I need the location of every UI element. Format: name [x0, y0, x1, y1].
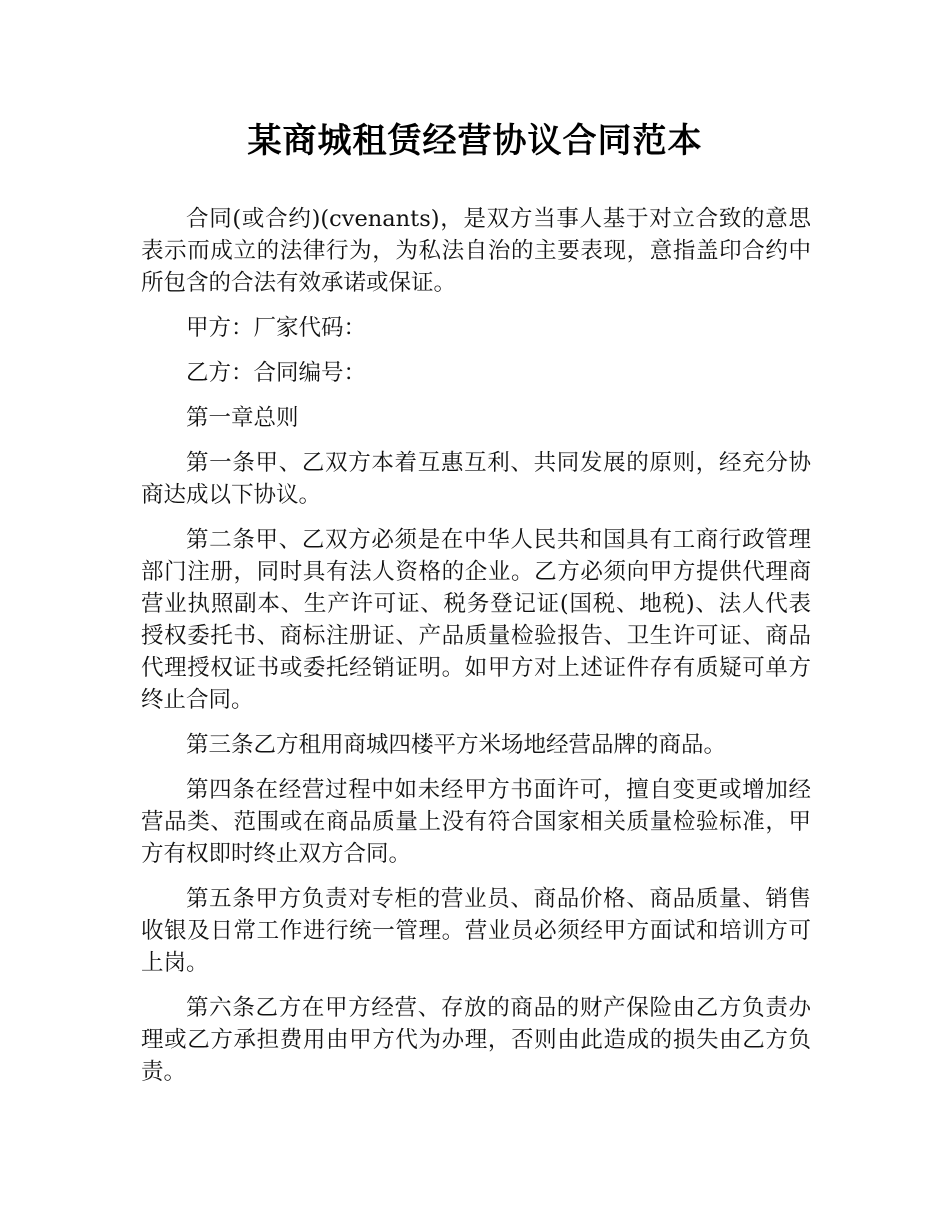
article-2: 第二条甲、乙双方必须是在中华人民共和国具有工商行政管理部门注册，同时具有法人资格的企业。乙方必须向甲方提供代理商营业执照副本、生产许可证、税务登记证(国税、地税)、法人代表授权委托书、商标注册证、产品质量检验报告、卫生许可证、商品代理授权证书或委托经销证明。如甲方对上述证件存有质疑可单方终止合同。 [141, 527, 811, 713]
article-6: 第六条乙方在甲方经营、存放的商品的财产保险由乙方负责办理或乙方承担费用由甲方代为办理，否则由此造成的损失由乙方负责。 [141, 995, 811, 1085]
intro-paragraph: 合同(或合约)(cvenants)，是双方当事人基于对立合致的意思表示而成立的法律行为，为私法自治的主要表现，意指盖印合约中所包含的合法有效承诺或保证。 [141, 206, 811, 296]
article-5: 第五条甲方负责对专柜的营业员、商品价格、商品质量、销售收银及日常工作进行统一管理。营业员必须经甲方面试和培训方可上岗。 [141, 886, 811, 976]
party-b-line: 乙方：合同编号： [186, 360, 367, 386]
document-body [141, 203, 811, 1101]
article-1: 第一条甲、乙双方本着互惠互利、共同发展的原则，经充分协商达成以下协议。 [141, 450, 811, 508]
chapter-heading: 第一章总则 [186, 405, 299, 431]
article-4: 第四条在经营过程中如未经甲方书面许可，擅自变更或增加经营品类、范围或在商品质量上没有符合国家相关质量检验标准，甲方有权即时终止双方合同。 [141, 777, 811, 867]
document-title: 某商城租赁经营协议合同范本 [247, 121, 703, 161]
party-a-line: 甲方：厂家代码： [186, 315, 367, 341]
article-3: 第三条乙方租用商城四楼平方米场地经营品牌的商品。 [186, 732, 727, 758]
